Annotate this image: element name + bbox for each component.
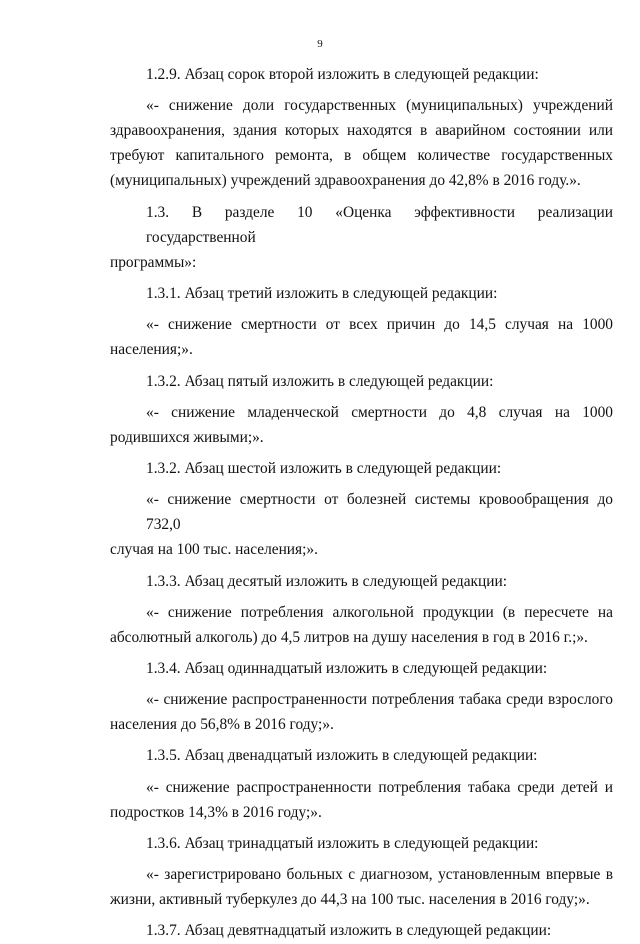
- paragraph: [110, 487, 613, 562]
- paragraph: [110, 456, 613, 481]
- paragraph: [110, 775, 613, 825]
- paragraph: [110, 312, 613, 362]
- paragraph: [110, 281, 613, 306]
- paragraph: [110, 369, 613, 394]
- text-line: случая на 100 тыс. населения;».: [110, 541, 318, 559]
- text-line: 1.3.2. Абзац пятый изложить в следующей редакции:: [146, 372, 494, 390]
- paragraph: [110, 862, 613, 912]
- text-line: «- снижение распространенности потребления табака среди взрослого: [146, 691, 613, 709]
- document-body: [110, 62, 613, 944]
- paragraph: [110, 687, 613, 737]
- text-line: «- снижение доли государственных (муниципальных) учреждений: [146, 97, 613, 115]
- paragraph: [110, 400, 613, 450]
- paragraph: [110, 743, 613, 768]
- text-line: подростков 14,3% в 2016 году;».: [110, 803, 322, 821]
- text-line: 1.3.7. Абзац девятнадцатый изложить в следующей редакции:: [146, 922, 552, 940]
- paragraph: [110, 831, 613, 856]
- text-line: требуют капитального ремонта, в общем количестве государственных: [110, 147, 613, 165]
- paragraph: [110, 200, 613, 275]
- text-line: абсолютный алкоголь) до 4,5 литров на душу населения в год в 2016 г.;».: [110, 628, 588, 646]
- paragraph: [110, 600, 613, 650]
- text-line: «- снижение потребления алкогольной продукции (в пересчете на: [146, 603, 613, 621]
- paragraph: [110, 918, 613, 943]
- text-line: «- зарегистрировано больных с диагнозом, установленным впервые в: [146, 866, 613, 884]
- text-line: 1.3.6. Абзац тринадцатый изложить в следующей редакции:: [146, 834, 539, 852]
- text-line: (муниципальных) учреждений здравоохранения до 42,8% в 2016 году.».: [110, 172, 581, 190]
- text-line: населения до 56,8% в 2016 году;».: [110, 716, 334, 734]
- text-line: «- снижение младенческой смертности до 4,8 случая на 1000: [146, 403, 613, 421]
- paragraph: [110, 569, 613, 594]
- paragraph: [110, 93, 613, 193]
- text-line: здравоохранения, здания которых находятся в аварийном состоянии или: [110, 122, 613, 140]
- text-line: населения;».: [110, 341, 193, 359]
- text-line: 1.2.9. Абзац сорок второй изложить в следующей редакции:: [146, 66, 539, 83]
- text-line: 1.3. В разделе 10 «Оценка эффективности реализации государственной: [146, 203, 613, 246]
- text-line: родившихся живыми;».: [110, 428, 264, 446]
- paragraph: [110, 656, 613, 681]
- text-line: «- снижение смертности от болезней системы кровообращения до 732,0: [146, 491, 613, 534]
- text-line: 1.3.3. Абзац десятый изложить в следующей редакции:: [146, 572, 508, 590]
- paragraph: [110, 62, 613, 87]
- text-line: программы»:: [110, 253, 197, 271]
- text-line: 1.3.5. Абзац двенадцатый изложить в следующей редакции:: [146, 747, 538, 765]
- text-line: «- снижение распространенности потребления табака среди детей и: [146, 778, 613, 796]
- text-line: 1.3.4. Абзац одиннадцатый изложить в следующей редакции:: [146, 660, 548, 677]
- text-line: 1.3.2. Абзац шестой изложить в следующей редакции:: [146, 459, 502, 477]
- text-line: «- снижение смертности от всех причин до 14,5 случая на 1000: [146, 316, 613, 334]
- page-number: 9: [317, 38, 323, 50]
- text-line: 1.3.1. Абзац третий изложить в следующей редакции:: [146, 285, 498, 303]
- text-line: жизни, активный туберкулез до 44,3 на 100 тыс. населения в 2016 году;».: [110, 891, 590, 909]
